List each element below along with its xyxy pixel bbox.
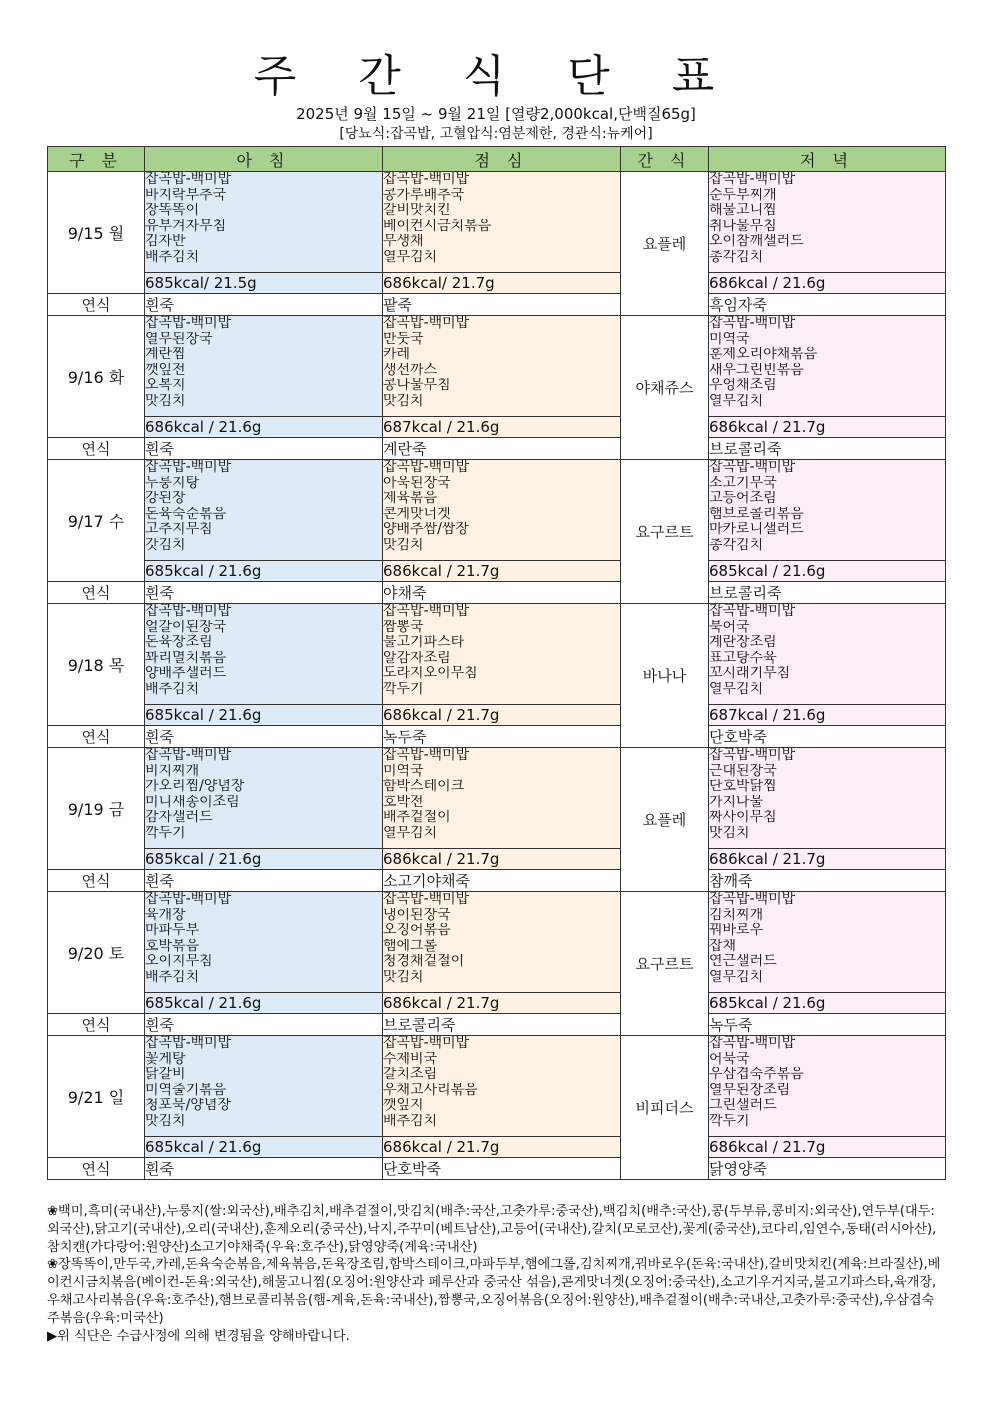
menu-item: 잡곡밥-백미밥 [383, 1036, 470, 1051]
soft-diet-breakfast: 흰죽 [145, 1158, 383, 1180]
menu-item: 미역국 [383, 763, 424, 779]
menu-item: 새우그린빈볶음 [709, 362, 804, 378]
menu-item: 오이지무침 [145, 954, 213, 970]
menu-item: 배추김치 [145, 969, 200, 985]
menu-item: 김치찌개 [709, 907, 764, 923]
menu-item: 깻잎지 [383, 1098, 424, 1114]
menu-item: 깻잎전 [145, 362, 186, 378]
menu-item: 잡곡밥-백미밥 [145, 892, 232, 907]
change-notice: ▶위 식단은 수급사정에 의해 변경됨을 양해바랍니다. [47, 1328, 350, 1344]
header-gubun: 구 분 [48, 147, 145, 172]
menu-item: 꽃게탕 [145, 1051, 186, 1067]
menu-item: 돈육숙순볶음 [145, 506, 227, 522]
day-label: 9/20 토 [48, 892, 145, 1014]
soft-diet-label: 연식 [48, 1158, 145, 1180]
menu-item: 양배추샐러드 [145, 666, 227, 682]
menu-item: 잡곡밥-백미밥 [145, 748, 232, 763]
menu-item: 비지찌개 [145, 763, 200, 779]
dinner-menu [709, 1036, 946, 1137]
menu-item: 미니새송이조림 [145, 794, 240, 810]
soft-diet-lunch: 계란죽 [383, 438, 621, 460]
menu-item: 마파두부 [145, 923, 200, 939]
menu-item: 돈육장조림 [145, 635, 213, 651]
menu-item: 북어국 [709, 619, 750, 635]
menu-item: 잡곡밥-백미밥 [709, 316, 796, 331]
soft-diet-label: 연식 [48, 582, 145, 604]
soft-diet-label: 연식 [48, 294, 145, 316]
menu-item: 고등어조림 [709, 491, 777, 507]
menu-item: 근대된장국 [709, 763, 777, 779]
dinner-kcal: 686kcal / 21.6g [709, 273, 946, 294]
soft-diet-dinner: 참깨죽 [709, 870, 946, 892]
menu-item: 꿔바로우 [709, 923, 764, 939]
breakfast-menu [145, 748, 383, 849]
snack-item: 요구르트 [621, 460, 709, 604]
lunch-menu [383, 460, 621, 561]
menu-item: 열무된장국 [145, 331, 213, 347]
menu-item: 우삼겹숙주볶음 [709, 1067, 804, 1083]
dinner-menu [709, 172, 946, 273]
breakfast-menu [145, 460, 383, 561]
menu-item: 카레 [383, 347, 411, 363]
soft-diet-lunch: 소고기야채죽 [383, 870, 621, 892]
menu-item: 냉이된장국 [383, 907, 451, 923]
dinner-kcal: 686kcal / 21.7g [709, 849, 946, 870]
soft-diet-row-2 [48, 582, 946, 604]
menu-item: 햄브로콜리볶음 [709, 506, 804, 522]
day-row-3 [48, 604, 946, 705]
menu-item: 훈제오리야채볶음 [709, 347, 818, 363]
menu-item: 유부겨자무침 [145, 218, 227, 234]
breakfast-menu [145, 604, 383, 705]
menu-item: 청경채겉절이 [383, 954, 465, 970]
soft-diet-lunch: 단호박죽 [383, 1158, 621, 1180]
menu-item: 청포묵/양념장 [145, 1098, 231, 1114]
menu-item: 제육볶음 [383, 491, 438, 507]
menu-item: 잡곡밥-백미밥 [145, 172, 232, 187]
dinner-menu [709, 604, 946, 705]
breakfast-menu [145, 172, 383, 273]
menu-item: 배추김치 [383, 1113, 438, 1129]
menu-item: 순두부찌개 [709, 187, 777, 203]
page-title: 주 간 식 단 표 [253, 51, 739, 102]
menu-item: 어묵국 [709, 1051, 750, 1067]
lunch-kcal: 686kcal / 21.7g [383, 1137, 621, 1158]
header-row [48, 147, 946, 172]
menu-item: 깍두기 [145, 825, 186, 841]
header-lunch: 점 심 [383, 147, 621, 172]
menu-item: 마카로니샐러드 [709, 522, 804, 538]
menu-item: 맛김치 [383, 393, 424, 409]
soft-diet-row-4 [48, 870, 946, 892]
day-label: 9/19 금 [48, 748, 145, 870]
menu-item: 알감자조림 [383, 650, 451, 666]
menu-item: 가지나물 [709, 794, 764, 810]
day-label: 9/16 화 [48, 316, 145, 438]
menu-item: 맛김치 [145, 1113, 186, 1129]
dinner-menu [709, 892, 946, 993]
menu-item: 아욱된장국 [383, 475, 451, 491]
menu-item: 만둣국 [383, 331, 424, 347]
day-label: 9/15 월 [48, 172, 145, 294]
menu-item: 미역국 [709, 331, 750, 347]
menu-item: 잡곡밥-백미밥 [709, 172, 796, 187]
soft-diet-breakfast: 흰죽 [145, 1014, 383, 1036]
kcal-row-2 [48, 561, 946, 582]
menu-item: 짬뽕국 [383, 619, 424, 635]
menu-item: 양배추쌈/쌈장 [383, 522, 469, 538]
soft-diet-lunch: 야채죽 [383, 582, 621, 604]
menu-item: 그린샐러드 [709, 1098, 777, 1114]
menu-item: 가오리찜/양념장 [145, 779, 245, 795]
menu-body [48, 172, 946, 1180]
origin-note-2: ❀장똑똑이,만두국,카레,돈육숙순볶음,제육볶음,돈육장조림,함박스테이크,마파두부,햄에그롤,김치찌개,꿔바로우(돈육:국내산),갈비맛치킨(계육:브라질산),베이컨시금치볶음(베이컨-돈육:외국산),해물고니찜(오징어:원양산과 페루산과 중국산 섞음),콘게맛너겟(오징어:중국산),소고기우거지국,불고기파스타,육개장,우채고사리볶음(우육:호주산),햄브로콜리볶음(햄-계육,돈육:국내산),짬뽕국,오징어볶음(오징어:원양산),배추겉절이(배추:국내산,고춧가루:중국산),우삼겹숙주볶음(우육:미국산) [47, 1257, 941, 1326]
lunch-menu [383, 748, 621, 849]
menu-item: 감자샐러드 [145, 810, 213, 826]
menu-item: 우엉채조림 [709, 378, 777, 394]
menu-item: 김자반 [145, 234, 186, 250]
breakfast-kcal: 685kcal / 21.6g [145, 1137, 383, 1158]
menu-item: 잡곡밥-백미밥 [383, 316, 470, 331]
menu-item: 계란장조림 [709, 635, 777, 651]
kcal-row-3 [48, 705, 946, 726]
menu-item: 잡곡밥-백미밥 [145, 460, 232, 475]
soft-diet-row-0 [48, 294, 946, 316]
menu-item: 호박볶음 [145, 938, 200, 954]
breakfast-kcal: 685kcal / 21.6g [145, 993, 383, 1014]
kcal-row-4 [48, 849, 946, 870]
lunch-kcal: 686kcal / 21.7g [383, 993, 621, 1014]
menu-item: 잡곡밥-백미밥 [709, 460, 796, 475]
menu-item: 잡곡밥-백미밥 [383, 748, 470, 763]
header-snack: 간 식 [621, 147, 709, 172]
menu-item: 도라지오이무침 [383, 666, 478, 682]
day-row-6 [48, 1036, 946, 1137]
day-row-1 [48, 316, 946, 417]
soft-diet-row-6 [48, 1158, 946, 1180]
soft-diet-dinner: 닭영양죽 [709, 1158, 946, 1180]
menu-item: 우채고사리볶음 [383, 1082, 478, 1098]
menu-item: 오복지 [145, 378, 186, 394]
menu-item: 잡곡밥-백미밥 [709, 892, 796, 907]
menu-item: 연근샐러드 [709, 954, 777, 970]
breakfast-kcal: 685kcal/ 21.5g [145, 273, 383, 294]
snack-item: 요플레 [621, 172, 709, 316]
breakfast-menu [145, 1036, 383, 1137]
breakfast-kcal: 686kcal / 21.6g [145, 417, 383, 438]
lunch-menu [383, 604, 621, 705]
menu-item: 갈치조림 [383, 1067, 438, 1083]
lunch-menu [383, 172, 621, 273]
menu-item: 잡곡밥-백미밥 [383, 172, 470, 187]
menu-item: 단호박닭찜 [709, 779, 777, 795]
soft-diet-lunch: 브로콜리죽 [383, 1014, 621, 1036]
lunch-kcal: 686kcal / 21.7g [383, 849, 621, 870]
menu-item: 맛김치 [709, 825, 750, 841]
kcal-row-5 [48, 993, 946, 1014]
breakfast-menu [145, 316, 383, 417]
menu-item: 총각김치 [709, 249, 764, 265]
soft-diet-row-5 [48, 1014, 946, 1036]
menu-item: 소고기무국 [709, 475, 777, 491]
dinner-menu [709, 316, 946, 417]
menu-item: 배추김치 [145, 681, 200, 697]
kcal-row-0 [48, 273, 946, 294]
soft-diet-lunch: 녹두죽 [383, 726, 621, 748]
header-breakfast: 아 침 [145, 147, 383, 172]
menu-item: 육개장 [145, 907, 186, 923]
soft-diet-label: 연식 [48, 438, 145, 460]
lunch-menu [383, 316, 621, 417]
weekly-menu-table [47, 146, 946, 1180]
soft-diet-label: 연식 [48, 726, 145, 748]
soft-diet-label: 연식 [48, 870, 145, 892]
day-label: 9/17 수 [48, 460, 145, 582]
diet-subtitle: [당뇨식:잡곡밥, 고혈압식:염분제한, 경관식:뉴케어] [339, 126, 653, 142]
menu-item: 열무김치 [383, 249, 438, 265]
day-row-4 [48, 748, 946, 849]
dinner-kcal: 687kcal / 21.6g [709, 705, 946, 726]
kcal-row-6 [48, 1137, 946, 1158]
menu-item: 맛김치 [145, 393, 186, 409]
menu-item: 잡곡밥-백미밥 [145, 316, 232, 331]
menu-item: 잡곡밥-백미밥 [145, 1036, 232, 1051]
soft-diet-breakfast: 흰죽 [145, 582, 383, 604]
menu-item: 열무김치 [709, 681, 764, 697]
day-label: 9/18 목 [48, 604, 145, 726]
menu-item: 누룽지탕 [145, 475, 200, 491]
soft-diet-dinner: 단호박죽 [709, 726, 946, 748]
soft-diet-label: 연식 [48, 1014, 145, 1036]
menu-item: 콩나물무침 [383, 378, 451, 394]
menu-item: 잡곡밥-백미밥 [145, 604, 232, 619]
header-dinner: 저 녁 [709, 147, 946, 172]
menu-item: 잡곡밥-백미밥 [709, 748, 796, 763]
menu-item: 함박스테이크 [383, 779, 465, 795]
dinner-kcal: 685kcal / 21.6g [709, 993, 946, 1014]
menu-item: 닭갈비 [145, 1067, 186, 1083]
menu-item: 깍두기 [383, 681, 424, 697]
menu-item: 갈비맛치킨 [383, 203, 451, 219]
snack-item: 야채쥬스 [621, 316, 709, 460]
notes [47, 1203, 947, 1345]
soft-diet-dinner: 브로콜리죽 [709, 438, 946, 460]
dinner-menu [709, 748, 946, 849]
snack-item: 비피더스 [621, 1036, 709, 1180]
breakfast-kcal: 685kcal / 21.6g [145, 561, 383, 582]
menu-item: 잡곡밥-백미밥 [383, 604, 470, 619]
soft-diet-breakfast: 흰죽 [145, 294, 383, 316]
menu-item: 햄에그롤 [383, 938, 438, 954]
menu-item: 베이컨시금치볶음 [383, 218, 492, 234]
menu-item: 계란찜 [145, 347, 186, 363]
kcal-row-1 [48, 417, 946, 438]
dinner-kcal: 685kcal / 21.6g [709, 561, 946, 582]
menu-item: 짜사이무침 [709, 810, 777, 826]
menu-item: 열무된장조림 [709, 1082, 791, 1098]
soft-diet-dinner: 흑임자죽 [709, 294, 946, 316]
soft-diet-row-3 [48, 726, 946, 748]
menu-item: 고추지무침 [145, 522, 213, 538]
day-row-5 [48, 892, 946, 993]
breakfast-kcal: 685kcal / 21.6g [145, 705, 383, 726]
menu-item: 잡곡밥-백미밥 [383, 892, 470, 907]
menu-item: 바지락부추국 [145, 187, 227, 203]
period-subtitle: 2025년 9월 15일 ~ 9월 21일 [열량2,000kcal,단백질65g] [296, 105, 696, 123]
snack-item: 요플레 [621, 748, 709, 892]
soft-diet-dinner: 브로콜리죽 [709, 582, 946, 604]
menu-item: 표고탕수육 [709, 650, 777, 666]
day-label: 9/21 일 [48, 1036, 145, 1158]
soft-diet-lunch: 팥죽 [383, 294, 621, 316]
menu-item: 꽈리멸치볶음 [145, 650, 227, 666]
lunch-kcal: 686kcal / 21.7g [383, 561, 621, 582]
menu-item: 오이참깨샐러드 [709, 234, 804, 250]
menu-item: 무생채 [383, 234, 424, 250]
lunch-menu [383, 892, 621, 993]
dinner-kcal: 686kcal / 21.7g [709, 417, 946, 438]
soft-diet-breakfast: 흰죽 [145, 726, 383, 748]
menu-item: 불고기파스타 [383, 635, 465, 651]
soft-diet-row-1 [48, 438, 946, 460]
dinner-kcal: 686kcal / 21.7g [709, 1137, 946, 1158]
dinner-menu [709, 460, 946, 561]
menu-item: 배추겉절이 [383, 810, 451, 826]
menu-item: 미역줄기볶음 [145, 1082, 227, 1098]
menu-item: 열무김치 [709, 969, 764, 985]
lunch-kcal: 686kcal / 21.7g [383, 705, 621, 726]
menu-item: 갓김치 [145, 537, 186, 553]
menu-item: 생선까스 [383, 362, 438, 378]
menu-item: 총각김치 [709, 537, 764, 553]
menu-item: 맛김치 [383, 537, 424, 553]
day-row-2 [48, 460, 946, 561]
menu-item: 얼갈이된장국 [145, 619, 227, 635]
menu-item: 깍두기 [709, 1113, 750, 1129]
breakfast-kcal: 685kcal / 21.6g [145, 849, 383, 870]
snack-item: 요구르트 [621, 892, 709, 1036]
menu-item: 오징어볶음 [383, 923, 451, 939]
origin-note-1: ❀백미,흑미(국내산),누룽지(쌀:외국산),배추김치,배추겉절이,맛김치(배추:국산,고춧가루:중국산),백김치(배추:국산),콩(두부류,콩비지:외국산),연두부(대두:외국산),닭고기(국내산),오리(국내산),훈제오리(중국산),낙지,주꾸미(베트남산),고등어(국내산),갈치(모로코산),꽃게(중국산),코다리,임연수,동태(러시아산),참치캔(가다랑어:원양산)소고기야채죽(우육:호주산),닭영양죽(계육:국내산) [47, 1204, 937, 1255]
lunch-kcal: 687kcal / 21.6g [383, 417, 621, 438]
soft-diet-breakfast: 흰죽 [145, 870, 383, 892]
menu-item: 취나물무침 [709, 218, 777, 234]
menu-item: 배추김치 [145, 249, 200, 265]
menu-item: 열무김치 [383, 825, 438, 841]
menu-item: 수제비국 [383, 1051, 438, 1067]
menu-item: 맛김치 [383, 969, 424, 985]
soft-diet-breakfast: 흰죽 [145, 438, 383, 460]
menu-item: 잡곡밥-백미밥 [383, 460, 470, 475]
lunch-kcal: 686kcal/ 21.7g [383, 273, 621, 294]
menu-item: 강된장 [145, 491, 186, 507]
breakfast-menu [145, 892, 383, 993]
menu-item: 호박전 [383, 794, 424, 810]
menu-item: 열무김치 [709, 393, 764, 409]
menu-item: 장똑똑이 [145, 203, 200, 219]
lunch-menu [383, 1036, 621, 1137]
menu-item: 해물고니찜 [709, 203, 777, 219]
menu-item: 꼬시래기무침 [709, 666, 791, 682]
menu-item: 잡채 [709, 938, 737, 954]
menu-item: 콘게맛너겟 [383, 506, 451, 522]
snack-item: 바나나 [621, 604, 709, 748]
menu-item: 잡곡밥-백미밥 [709, 604, 796, 619]
menu-item: 콩가루배추국 [383, 187, 465, 203]
menu-item: 잡곡밥-백미밥 [709, 1036, 796, 1051]
day-row-0 [48, 172, 946, 273]
soft-diet-dinner: 녹두죽 [709, 1014, 946, 1036]
